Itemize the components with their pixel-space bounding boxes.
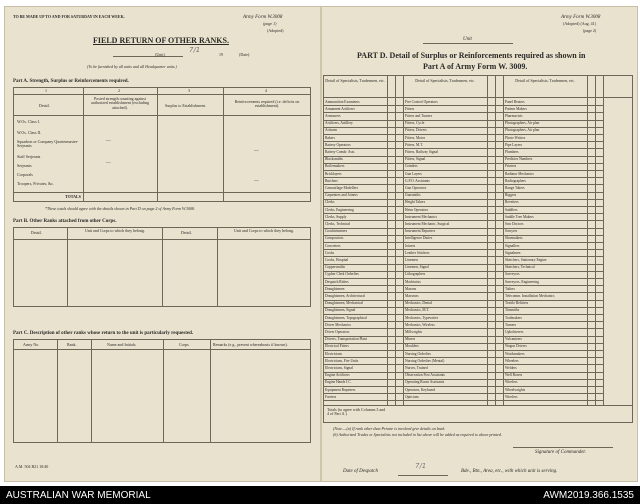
- detail-row-label: Electrical Fitters: [325, 344, 349, 349]
- detail-row-label: Plumbers: [505, 150, 519, 154]
- detail-row-label: Saddlers: [505, 207, 518, 212]
- detail-row-label: Lithographers: [405, 272, 426, 277]
- detail-row-rule: [403, 206, 503, 207]
- detail-row-label: Fitters, M.T.: [405, 142, 423, 147]
- detail-row-label: Concreters: [325, 243, 341, 248]
- detail-row-rule: [323, 278, 403, 279]
- top-banner: TO BE MADE UP TO AND FOR SATURDAY IN EACH WEEK.: [13, 14, 125, 19]
- detail-row-label: Drivers, Transportation Plant: [325, 337, 367, 342]
- detail-row-label: Cooks, Hospital: [325, 258, 349, 262]
- page-label-right: (page 2): [583, 28, 597, 33]
- detail-row-label: Sawyers: [505, 229, 518, 234]
- detail-row-rule: [323, 199, 403, 200]
- detail-row-label: Moulders: [405, 344, 419, 349]
- detail-row-label: Masons: [405, 286, 417, 291]
- detail-row-label: Draughtsmen, Signal: [325, 308, 356, 313]
- part-a-header-posted: Posted strength counting against authorized establishment (excluding attached).: [91, 96, 149, 110]
- detail-row-label: Wheelers: [505, 358, 519, 363]
- detail-row-label: Linemen, Signal: [405, 265, 429, 270]
- detail-row-rule: [503, 379, 603, 380]
- part-c-header-army-no: Army No.: [23, 342, 40, 347]
- detail-row-label: Mechanics, Dental: [405, 301, 432, 306]
- detail-row-rule: [503, 228, 603, 229]
- detail-row-rule: [323, 350, 403, 351]
- handwritten-date: 7/1: [189, 46, 201, 54]
- detail-row-label: Operators, Keyboard: [405, 387, 436, 392]
- row-cqms: Squadron or Company Quartermaster-Serjeants: [17, 139, 79, 149]
- detail-row-rule: [503, 364, 603, 365]
- detail-row-label: Artisans: [325, 128, 337, 133]
- detail-row-label: Gunsmiths: [405, 193, 421, 198]
- row-serjeants: Serjeants: [17, 163, 32, 168]
- detail-row-label: Clerks, Supply: [325, 214, 347, 219]
- furnished-note: (To be furnished by all units and all Headquarter units.): [87, 64, 177, 69]
- detail-row-label: Compositors: [325, 236, 344, 241]
- part-a-colnum-4: 4: [265, 88, 267, 93]
- detail-row-label: Armourers: [325, 114, 341, 118]
- part-a-header-detail: Detail.: [39, 103, 50, 108]
- detail-row-label: G.P.O. Assistants: [405, 178, 430, 183]
- detail-row-label: Photographers, Air plan: [505, 121, 540, 126]
- detail-row-label: Boilermakers: [325, 164, 345, 169]
- detail-row-label: Predictor Numbers: [505, 157, 533, 162]
- detail-row-label: Photographers, Air plan: [505, 128, 540, 133]
- detail-row-label: Cypher Clerk Orderlies: [325, 272, 359, 277]
- detail-row-label: Observation Post Assistants: [405, 373, 445, 378]
- army-form-label: Army Form W.3008: [243, 15, 283, 20]
- part-d-title-line1: PART D. Detail of Surplus or Reinforcements required as shown in: [357, 51, 586, 60]
- page-two: [323, 7, 637, 481]
- detail-row-label: Gun Operators: [405, 186, 427, 190]
- detail-row-label: Revetters: [505, 200, 519, 205]
- detail-row-label: Bricklayers: [325, 171, 342, 176]
- detail-row-label: Machinists: [405, 279, 421, 284]
- detail-row-label: Electricians: [325, 351, 342, 356]
- detail-row-label: Nursing Orderlies (Mental): [405, 358, 445, 363]
- despatch-label: Date of Despatch: [343, 469, 378, 474]
- detail-row-label: Engine Hands I.C.: [325, 380, 352, 385]
- part-b-header-unit-2: Unit and Corps to which they belong.: [233, 228, 295, 233]
- detail-row-rule: [323, 242, 403, 243]
- detail-row-rule: [403, 278, 503, 279]
- detail-row-label: Sketchers, Technical: [505, 265, 535, 270]
- detail-row-rule: [323, 386, 403, 387]
- detail-row-label: Pharmacists: [505, 114, 523, 118]
- detail-row-label: Mechanics, Wireless: [405, 322, 435, 327]
- detail-row-label: Armament Artificers: [325, 106, 355, 111]
- part-c-header-name: Name and Initials.: [107, 342, 137, 347]
- detail-row-label: Cooks: [325, 250, 335, 255]
- detail-row-label: Turners: [505, 322, 517, 327]
- detail-row-rule: [403, 105, 503, 106]
- row-totals: TOTALS: [65, 194, 81, 199]
- detail-row-rule: [503, 163, 603, 164]
- group-header-3: Detail of Specialists, Tradesmen, etc.: [515, 78, 575, 83]
- detail-row-rule: [503, 134, 603, 135]
- detail-row-label: Mechanics, M.T.: [405, 308, 430, 313]
- detail-row-rule: [403, 314, 503, 315]
- detail-row-label: Fitters and Turners: [405, 114, 433, 118]
- print-code: A.M. 504 B21 10/40: [15, 464, 49, 469]
- detail-row-label: Radiographers: [505, 178, 526, 183]
- detail-row-label: Instrument Repairers: [405, 229, 436, 234]
- detail-row-label: Saw Doctors: [505, 222, 524, 226]
- detail-row-label: Mechanics, Typewriter: [405, 315, 439, 320]
- detail-row-rule: [503, 393, 603, 394]
- part-b-header-unit-1: Unit and Corps to which they belong.: [84, 228, 146, 233]
- detail-row-label: Photo-Writers: [505, 135, 526, 140]
- detail-row-label: Pipe Layers: [505, 142, 523, 147]
- detail-row-label: Upholsterers: [505, 330, 524, 334]
- row-wo-class-2: W.Os. Class II.: [17, 130, 42, 135]
- detail-row-rule: [503, 206, 603, 207]
- detail-row-label: Textile Refitters: [505, 301, 529, 306]
- detail-row-label: Leather Stitchers: [405, 250, 430, 255]
- detail-row-rule: [403, 386, 503, 387]
- detail-row-label: Watchmakers: [505, 351, 525, 356]
- detail-row-label: Gun Layers: [405, 171, 422, 176]
- detail-row-label: Draughtsmen, Architectural: [325, 294, 365, 298]
- adopted-label-right: (Adopted) (Aug. 41): [563, 21, 596, 26]
- detail-row-rule: [403, 134, 503, 135]
- detail-row-label: Battery Operators: [325, 142, 351, 147]
- part-c-header-remarks: Remarks (e.g., present whereabouts if known).: [213, 342, 288, 347]
- detail-row-label: Fitters, Cycle: [405, 121, 425, 126]
- detail-row-label: Heim Operators: [405, 207, 429, 212]
- part-a-footnote: *These totals should agree with the details shown in Part D on page 2 of Army Form W.3008.: [45, 206, 195, 211]
- detail-row-label: Coachtrimmers: [325, 229, 348, 234]
- part-c-header-rank: Rank.: [67, 342, 77, 347]
- handwriting-b: ~: [105, 158, 112, 167]
- detail-row-label: Tailors: [505, 286, 515, 291]
- detail-row-label: Camouflage Modellers: [325, 186, 359, 190]
- note-b: (b) Authorized Trades or Specialists not included in list above will be added as required to above printed.: [333, 432, 502, 437]
- detail-row-label: Pattern Makers: [505, 106, 527, 111]
- detail-row-rule: [503, 350, 603, 351]
- detail-row-label: Linemen: [405, 258, 418, 262]
- detail-row-label: Signalmen: [505, 250, 521, 255]
- detail-row-label: Signallers: [505, 243, 520, 248]
- bde-label: Bde., Btn., Area, etc., with which unit is serving.: [461, 469, 558, 474]
- detail-row-label: Saddle Tree Makers: [505, 214, 534, 219]
- signature-label: Signature of Commander.: [535, 450, 587, 455]
- detail-row-label: Telecomm. Installation Mechanics: [505, 294, 555, 298]
- detail-row-rule: [323, 170, 403, 171]
- detail-row-label: Artificers, Artillery: [325, 121, 353, 126]
- detail-row-label: Tinsmiths: [505, 308, 520, 313]
- row-wo-class-1: W.Os. Class I.: [17, 119, 40, 124]
- handwriting-d: ~: [253, 176, 260, 185]
- detail-row-label: Coppersmiths: [325, 265, 345, 270]
- footer-institution: AUSTRALIAN WAR MEMORIAL: [6, 490, 151, 501]
- detail-row-label: Despatch Riders: [325, 279, 349, 284]
- handwriting-c: ~: [253, 146, 260, 155]
- detail-row-rule: [503, 400, 603, 401]
- part-a-header-reinforcements: Reinforcements required (i.e. deficits on establishment).: [234, 99, 300, 109]
- detail-row-label: Range Takers: [505, 186, 525, 190]
- detail-row-label: Height Takers: [405, 200, 426, 205]
- detail-row-label: Fire Control Operators: [405, 99, 438, 104]
- detail-row-label: Fitters, Signal: [405, 157, 426, 162]
- part-c-title: Part C. Description of other ranks whose return to the unit is particularly requested.: [13, 331, 194, 336]
- detail-row-label: Operating Room Assistants: [405, 380, 445, 385]
- archive-footer: [0, 486, 640, 504]
- handwriting-a: ~: [105, 136, 112, 145]
- detail-row-rule: [403, 256, 503, 257]
- detail-row-rule: [403, 400, 503, 401]
- detail-row-label: Electricians, Fire Units: [325, 358, 359, 363]
- part-b-title: Part B. Other Ranks attached from other Corps.: [13, 219, 117, 224]
- detail-row-rule: [503, 170, 603, 171]
- detail-row-label: Nurses, Trained: [405, 366, 428, 370]
- detail-row-label: Shoemakers: [505, 236, 523, 241]
- detail-row-label: Wheelwrights: [505, 387, 526, 392]
- detail-row-label: Battery Comdr. Asst.: [325, 150, 356, 154]
- detail-row-label: Sketchers, Stationary Engine: [505, 258, 547, 262]
- detail-row-label: Electricians, Signal: [325, 366, 353, 370]
- detail-row-rule: [403, 170, 503, 171]
- page-one: [5, 7, 319, 481]
- detail-row-label: Opticians: [405, 394, 419, 399]
- row-privates: Troopers, Privates, &c.: [17, 181, 55, 186]
- detail-row-rule: [403, 336, 503, 337]
- part-a-colnum-3: 3: [188, 88, 190, 93]
- totals-note: Totals (to agree with Columns 3 and 4 of Part A.): [327, 407, 386, 417]
- adopted-label: (Adopted): [267, 28, 284, 33]
- detail-row-label: Bakers: [325, 135, 335, 140]
- detail-row-label: Miners: [405, 337, 416, 342]
- detail-row-rule: [323, 314, 403, 315]
- detail-row-label: Vulcanizers: [505, 337, 522, 342]
- detail-row-label: Draughtsmen, Mechanical: [325, 301, 363, 306]
- detail-row-label: Welders: [505, 366, 517, 370]
- part-a-colnum-1: 1: [45, 88, 47, 93]
- row-corporals: Corporals: [17, 172, 33, 177]
- detail-row-rule: [323, 206, 403, 207]
- detail-row-rule: [323, 249, 403, 250]
- date-label: (Date).: [239, 52, 251, 57]
- detail-row-label: Instrument Mechanics: [405, 214, 438, 219]
- detail-row-label: Instrument Mechanic, Surgical: [405, 222, 450, 226]
- detail-row-label: Millwrights: [405, 330, 422, 334]
- army-form-page: (page 1): [263, 21, 277, 26]
- detail-row-label: Printers: [505, 164, 517, 169]
- detail-row-label: Wireless: [505, 394, 518, 399]
- part-c-header-corps: Corps.: [179, 342, 190, 347]
- part-a-header-surplus: Surplus to Establishment.: [165, 103, 206, 108]
- part-b-header-detail-2: Detail.: [181, 230, 192, 235]
- detail-row-label: Riggers: [505, 193, 517, 198]
- detail-row-label: Engine Artificers: [325, 373, 350, 378]
- page-fold: [320, 7, 322, 481]
- army-form-label-right: Army Form W.3008: [561, 15, 601, 20]
- detail-row-label: Panel Beaters: [505, 99, 525, 104]
- year-prefix: 19: [219, 52, 223, 57]
- part-a-colnum-2: 2: [118, 88, 120, 93]
- detail-row-label: Joiners: [405, 243, 416, 248]
- detail-row-label: Toolmakers: [505, 315, 522, 320]
- detail-row-rule: [503, 321, 603, 322]
- detail-row-label: Surveyors: [505, 272, 520, 277]
- detail-row-label: Fitters, Motor: [405, 135, 425, 140]
- unit-label-right: Unit: [463, 37, 472, 42]
- detail-row-label: Radiator Mechanics: [505, 171, 534, 176]
- detail-row-label: Intelligence Duties: [405, 236, 433, 241]
- detail-row-rule: [503, 314, 603, 315]
- detail-row-label: Draughtsmen: [325, 286, 345, 291]
- detail-row-rule: [323, 134, 403, 135]
- detail-row-rule: [323, 400, 403, 401]
- form-title: FIELD RETURN OF OTHER RANKS.: [93, 36, 229, 45]
- detail-row-rule: [503, 192, 603, 193]
- detail-row-label: Clerks, Engineering: [325, 207, 354, 212]
- detail-row-label: Blacksmiths: [325, 157, 343, 162]
- part-a-title: Part A. Strength, Surplus or Reinforcements required.: [13, 79, 129, 84]
- detail-row-label: Clerks, Technical: [325, 222, 351, 226]
- row-staff-serjeants: Staff Serjeants: [17, 154, 41, 159]
- despatch-date: 7/1: [415, 462, 427, 470]
- detail-row-rule: [403, 163, 503, 164]
- detail-row-rule: [503, 285, 603, 286]
- detail-row-label: Ammunition Examiners: [325, 99, 360, 104]
- detail-row-label: Carpenters and Joiners: [325, 193, 358, 198]
- detail-row-label: Draughtsmen, Topographical: [325, 315, 367, 320]
- detail-row-label: Fitters: [405, 106, 415, 111]
- detail-row-label: Surveyors, Engineering: [505, 279, 539, 284]
- form-sheet: [4, 6, 638, 482]
- detail-row-label: Wireless: [505, 380, 518, 385]
- detail-row-label: Fitters, Railway Signal: [405, 150, 439, 154]
- detail-row-label: Clerks: [325, 200, 335, 205]
- detail-row-rule: [403, 350, 503, 351]
- detail-row-label: Fitters, Drivers: [405, 128, 427, 133]
- group-header-2: Detail of Specialists, Tradesmen, etc.: [415, 78, 475, 83]
- detail-row-label: Grinders: [405, 164, 418, 169]
- detail-row-rule: [403, 285, 503, 286]
- detail-row-label: Farriers: [325, 394, 337, 399]
- detail-row-rule: [503, 278, 603, 279]
- detail-row-label: Driver Operators: [325, 330, 350, 334]
- group-header-1: Detail of Specialists, Tradesmen, etc.: [325, 78, 385, 83]
- detail-row-label: Driver Mechanics: [325, 322, 351, 327]
- detail-row-label: Equipment Repairers: [325, 387, 356, 392]
- unit-label: (Unit): [155, 52, 165, 57]
- detail-row-label: Masseurs: [405, 294, 419, 298]
- detail-row-label: Well Borers: [505, 373, 523, 378]
- part-b-header-detail-1: Detail.: [31, 230, 42, 235]
- note-a: (Note.—(a) If rank other than Private is involved give details on back.: [333, 426, 446, 431]
- detail-row-rule: [503, 386, 603, 387]
- detail-row-label: Nursing Orderlies: [405, 351, 431, 356]
- detail-row-label: Wagon Drivers: [505, 344, 527, 349]
- part-d-title-line2: Part A of Army Form W. 3009.: [423, 62, 528, 71]
- detail-row-rule: [503, 242, 603, 243]
- footer-accession: AWM2019.366.1535: [543, 490, 634, 501]
- detail-row-label: Butchers: [325, 178, 338, 183]
- detail-row-rule: [403, 242, 503, 243]
